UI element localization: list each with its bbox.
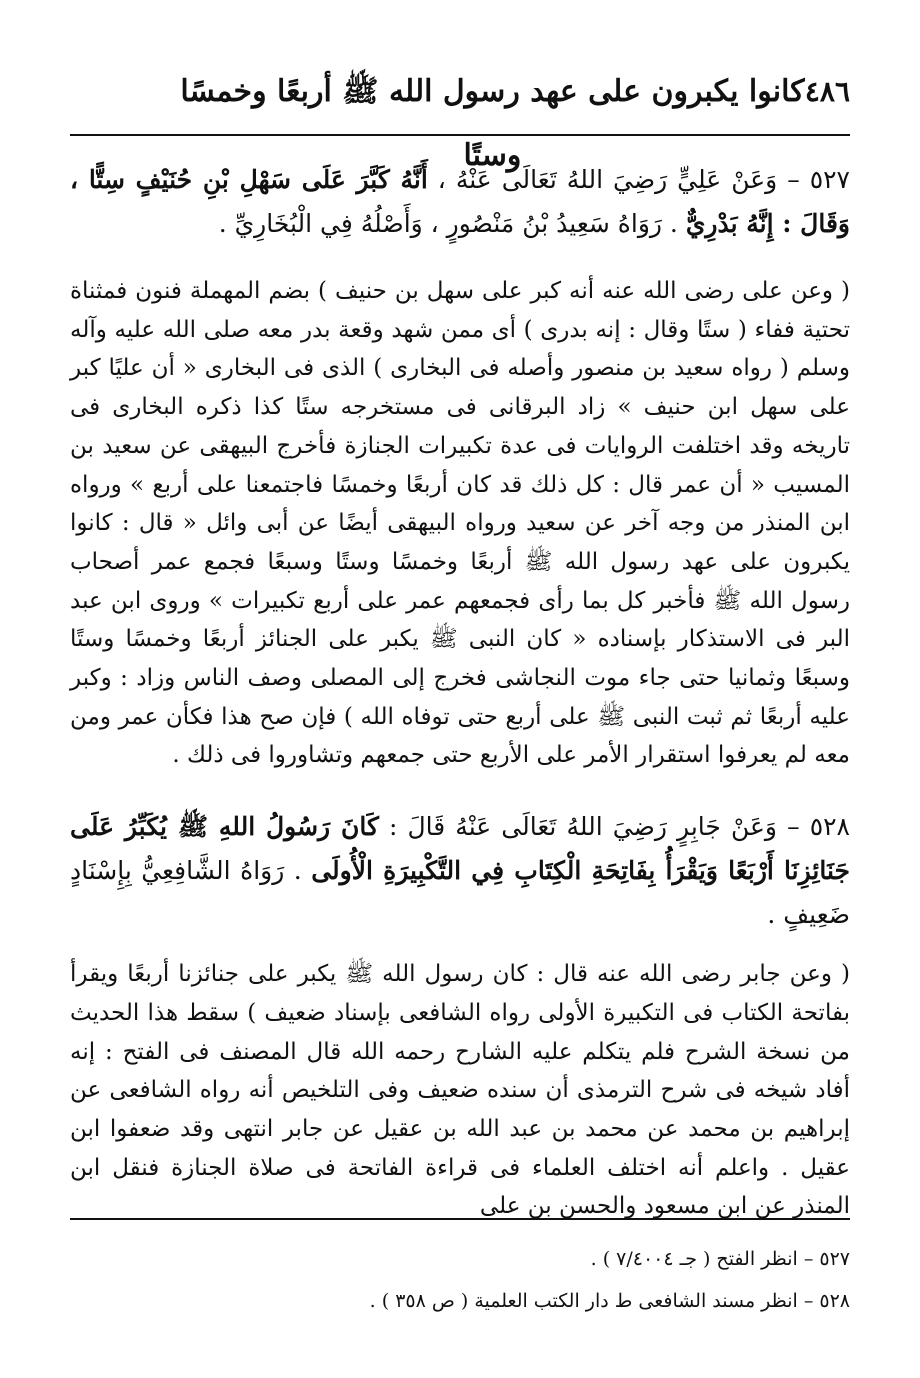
- hadith-527-intro: ٥٢٧ – وَعَنْ عَلِيٍّ رَضِيَ اللهُ تَعَالَى عَنْهُ ،: [427, 165, 850, 194]
- running-title: كانوا يكبرون على عهد رسول الله ﷺ أربعًا وخمسًا وستًا: [180, 74, 805, 173]
- footnotes: [70, 1238, 850, 1322]
- commentary-527: ( وعن على رضى الله عنه أنه كبر على سهل بن حنيف ) بضم المهملة فنون فمثناة تحتية ففاء ( ستًا وقال : إنه بدرى ) أى ممن شهد وقعة بدر معه صلى الله عليه وآله وسلم ( رواه سعيد بن منصور وأصله فى البخارى ) الذى فى البخارى « أن عليًا كبر على سهل ابن حنيف » زاد البرقانى فى مستخرجه ستًا كذا ذكره البخارى فى تاريخه وقد اختلفت الروايات فى عدة تكبيرات الجنازة فأخرج البيهقى عن سعيد بن المسيب « أن عمر قال : كل ذلك قد كان أربعًا وخمسًا فاجتمعنا على أربع » ورواه ابن المنذر من وجه آخر عن سعيد ورواه البيهقى أيضًا عن أبى وائل « قال : كانوا يكبرون على عهد رسول الله ﷺ أربعًا وخمسًا وستًا وسبعًا فجمع عمر أصحاب رسول الله ﷺ فأخبر كل بما رأى فجمعهم عمر على أربع تكبيرات » وروى ابن عبد البر فى الاستذكار بإسناده « كان النبى ﷺ يكبر على الجنائز أربعًا وخمسًا وستًا وسبعًا وثمانيا حتى جاء موت النجاشى فخرج إلى المصلى وصف الناس وزاد : وكبر عليه أربعًا ثم ثبت النبى ﷺ على أربع حتى توفاه الله ) فإن صح هذا فكأن عمر ومن معه لم يعرفوا استقرار الأمر على الأربع حتى جمعهم وتشاوروا فى ذلك .: [70, 278, 850, 769]
- hadith-528-intro: ٥٢٨ – وَعَنْ جَابِرٍ رَضِيَ اللهُ تَعَالَى عَنْهُ قَالَ :: [378, 812, 850, 842]
- hadith-528-takhrij: . رَوَاهُ الشَّافِعِيُّ بِإِسْنَادٍ ضَعِيفٍ .: [70, 856, 850, 930]
- hadith-528: [70, 805, 850, 937]
- book-page: [70, 60, 850, 1226]
- footnote-527: ٥٢٧ – انظر الفتح ( جـ ٧/٤٠٠٤ ) .: [590, 1248, 850, 1270]
- hadith-527: [70, 158, 850, 246]
- footnote-rule: [70, 1218, 850, 1220]
- page-number: ٤٨٦: [804, 75, 850, 108]
- footnote-528: ٥٢٨ – انظر مسند الشافعى ط دار الكتب العلمية ( ص ٣٥٨ ) .: [369, 1290, 850, 1312]
- hadith-528-matn: كَانَ رَسُولُ اللهِ ﷺ يُكَبِّرُ عَلَى جَنَائِزِنَا أَرْبَعًا وَيَقْرَأُ بِفَاتِحَةِ الْكِتَابِ فِي التَّكْبِيرَةِ الْأُولَى: [70, 812, 851, 886]
- running-header: [70, 60, 850, 173]
- hadith-527-takhrij: . رَوَاهُ سَعِيدُ بْنُ مَنْصُورٍ ، وَأَصْلُهُ فِي الْبُخَارِيِّ .: [218, 209, 686, 238]
- hadith-527-matn: أَنَّهُ كَبَّرَ عَلَى سَهْلِ بْنِ حُنَيْفٍ سِتًّا ، وَقَالَ : إِنَّهُ بَدْرِيٌّ: [70, 165, 850, 238]
- commentary-528: ( وعن جابر رضى الله عنه قال : كان رسول الله ﷺ يكبر على جنائزنا أربعًا ويقرأ بفاتحة الكتاب فى التكبيرة الأولى رواه الشافعى بإسناد ضعيف ) سقط هذا الحديث من نسخة الشرح فلم يتكلم عليه الشارح رحمه الله قال المصنف فى الفتح : إنه أفاد شيخه فى شرح الترمذى أن سنده ضعيف وفى التلخيص أنه رواه الشافعى عن إبراهيم بن محمد عن محمد بن عبد الله بن عقيل عن جابر انتهى وقد ضعفوا ابن عقيل . واعلم أنه اختلف العلماء فى قراءة الفاتحة فى صلاة الجنازة فنقل ابن المنذر عن ابن مسعود والحسن بن على: [70, 961, 850, 1220]
